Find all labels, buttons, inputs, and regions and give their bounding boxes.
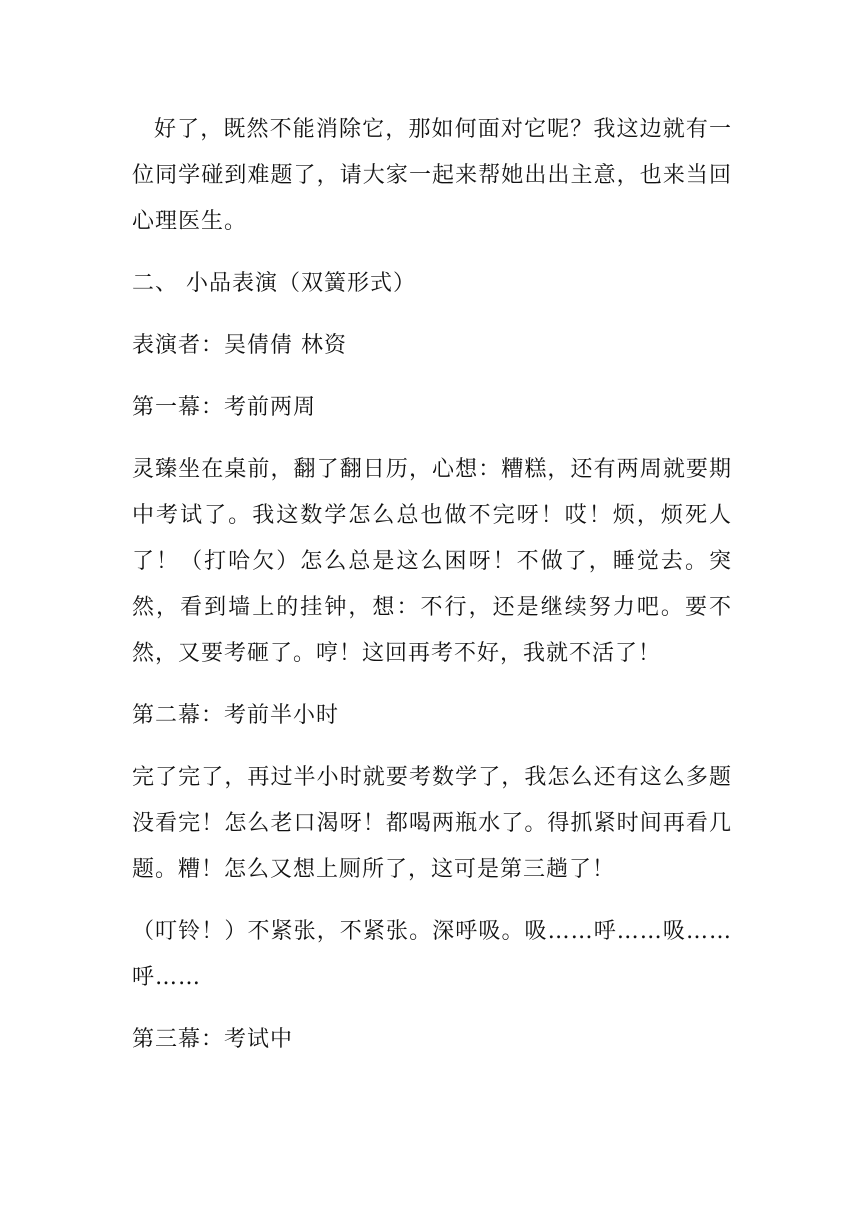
intro-paragraph: 好了，既然不能消除它，那如何面对它呢？我这边就有一位同学碰到难题了，请大家一起来帮她出出主意，也来当回心理医生。 (132, 117, 732, 234)
act-one-paragraph: 灵臻坐在桌前，翻了翻日历，心想：糟糕，还有两周就要期中考试了。我这数学怎么总也做不完呀！哎！烦，烦死人了！（打哈欠）怎么总是这么困呀！不做了，睡觉去。突然，看到墙上的挂钟，想：不行，还是继续努力吧。要不然，又要考砸了。哼！这回再考不好，我就不活了！ (132, 457, 732, 666)
bell-paragraph: （叮铃！）不紧张，不紧张。深呼吸。吸……呼……吸……呼…… (132, 919, 732, 990)
act-one-heading: 第一幕：考前两周 (132, 395, 317, 420)
act-two-paragraph: 完了完了，再过半小时就要考数学了，我怎么还有这么多题没看完！怎么老口渴呀！都喝两瓶水了。得抓紧时间再看几题。糟！怎么又想上厕所了，这可是第三趟了！ (132, 765, 732, 882)
document-body (132, 107, 732, 1079)
act-three-heading: 第三幕：考试中 (132, 1027, 294, 1052)
act-two-heading: 第二幕：考前半小时 (132, 703, 340, 728)
performers-line: 表演者：吴倩倩 林资 (132, 333, 347, 358)
section-heading: 二、 小品表演（双簧形式） (132, 271, 416, 296)
